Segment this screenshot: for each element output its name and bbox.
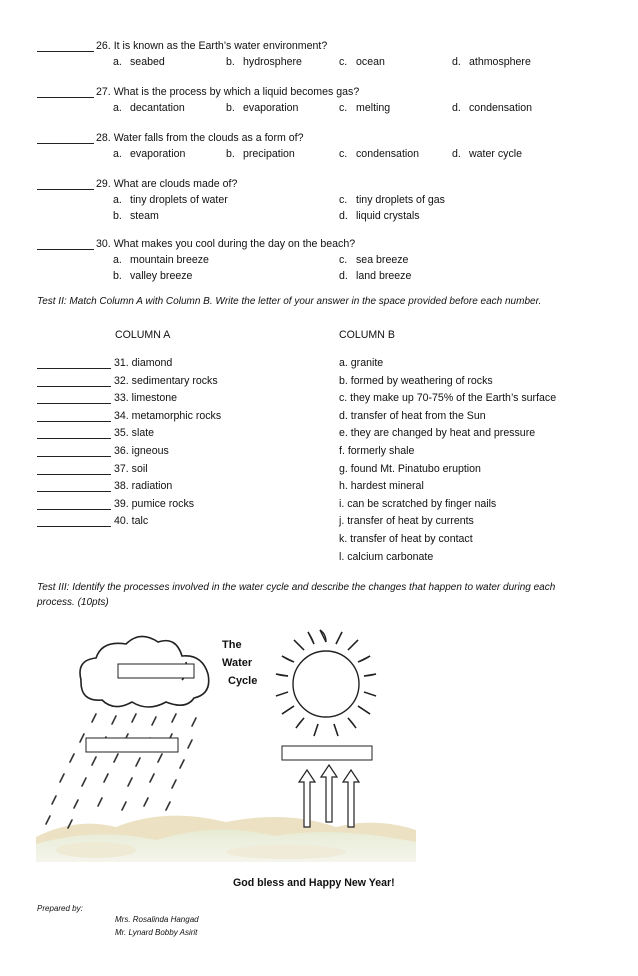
option-text: tiny droplets of water	[130, 194, 228, 206]
option-letter: b.	[113, 270, 122, 282]
option-text: evaporation	[243, 102, 299, 114]
landscape-background	[36, 816, 416, 862]
column-a-item: 32. sedimentary rocks	[114, 374, 218, 387]
option-letter: b.	[226, 102, 235, 114]
option-letter: d.	[452, 102, 461, 114]
match-answer-blank[interactable]	[37, 474, 111, 475]
question-number: 27.	[96, 86, 111, 98]
sun-icon	[276, 630, 376, 736]
column-b-item: c. they make up 70-75% of the Earth’s surface	[339, 392, 557, 405]
match-answer-blank[interactable]	[37, 456, 111, 457]
option-text: evaporation	[130, 148, 186, 160]
question-prompt: Water falls from the clouds as a form of?	[113, 132, 304, 144]
question-number: 28.	[96, 132, 111, 144]
question-text	[96, 132, 303, 144]
option-item	[339, 56, 385, 68]
match-answer-blank[interactable]	[37, 509, 111, 510]
diagram-title-line3: Cycle	[228, 675, 258, 687]
option-text: condensation	[356, 148, 420, 160]
column-b-item: h. hardest mineral	[339, 480, 424, 493]
question-prompt: It is known as the Earth’s water environment?	[113, 40, 328, 52]
option-item	[226, 102, 298, 114]
diagram-title-line2: Water	[222, 657, 253, 669]
column-a-item: 31. diamond	[114, 357, 173, 369]
option-item	[339, 148, 419, 160]
option-letter: a.	[113, 148, 122, 160]
option-item	[339, 270, 411, 282]
match-answer-blank[interactable]	[37, 421, 111, 422]
option-item	[113, 148, 185, 160]
option-letter: a.	[113, 194, 122, 206]
question-text	[96, 40, 327, 52]
match-answer-blank[interactable]	[37, 491, 111, 492]
option-item	[452, 56, 531, 68]
column-b-item: d. transfer of heat from the Sun	[339, 409, 486, 422]
option-letter: c.	[339, 56, 348, 68]
column-a-item: 37. soil	[114, 462, 148, 475]
prepared-by-label: Prepared by:	[37, 904, 83, 913]
option-item	[226, 56, 302, 68]
match-answer-blank[interactable]	[37, 403, 111, 404]
match-answer-blank[interactable]	[37, 368, 111, 369]
column-b-item: l. calcium carbonate	[339, 550, 434, 563]
option-item	[113, 254, 209, 266]
option-item	[339, 210, 420, 222]
option-text: mountain breeze	[130, 254, 209, 266]
option-letter: b.	[226, 56, 235, 68]
column-b-header: COLUMN B	[339, 329, 395, 341]
column-a-item: 35. slate	[114, 427, 155, 440]
column-a-item: 33. limestone	[114, 392, 178, 405]
option-item	[113, 210, 159, 222]
option-letter: c.	[339, 148, 348, 160]
option-text: hydrosphere	[243, 56, 302, 68]
rain-icon	[46, 714, 196, 828]
option-item	[113, 194, 228, 206]
option-letter: c.	[339, 254, 348, 266]
option-letter: a.	[113, 56, 122, 68]
option-text: sea breeze	[356, 254, 409, 266]
option-text: land breeze	[356, 270, 412, 282]
option-letter: d.	[452, 56, 461, 68]
option-letter: c.	[339, 102, 348, 114]
match-answer-blank[interactable]	[37, 438, 111, 439]
question-prompt: What is the process by which a liquid becomes gas?	[113, 86, 360, 98]
column-b-item: b. formed by weathering of rocks	[339, 374, 493, 387]
option-text: decantation	[130, 102, 185, 114]
column-a-item: 34. metamorphic rocks	[114, 409, 222, 422]
option-text: seabed	[130, 56, 165, 68]
question-number: 26.	[96, 40, 111, 52]
option-text: condensation	[469, 102, 533, 114]
closing-message: God bless and Happy New Year!	[233, 877, 395, 889]
option-item	[339, 254, 408, 266]
match-answer-blank[interactable]	[37, 526, 111, 527]
option-item	[452, 102, 532, 114]
option-item	[113, 56, 165, 68]
question-text	[96, 238, 355, 250]
option-text: ocean	[356, 56, 385, 68]
option-letter: a.	[113, 102, 122, 114]
option-item	[226, 148, 295, 160]
match-answer-blank[interactable]	[37, 386, 111, 387]
answer-blank[interactable]	[37, 189, 94, 190]
water-cycle-diagram	[36, 622, 416, 862]
option-item	[452, 148, 522, 160]
answer-blank[interactable]	[37, 249, 94, 250]
evaporation-answer-box	[282, 746, 372, 760]
option-letter: a.	[113, 254, 122, 266]
question-prompt: What makes you cool during the day on the beach?	[113, 238, 356, 250]
answer-blank[interactable]	[37, 143, 94, 144]
column-b-item: j. transfer of heat by currents	[339, 515, 474, 528]
option-letter: d.	[339, 270, 348, 282]
question-number: 30.	[96, 238, 111, 250]
option-letter: d.	[339, 210, 348, 222]
question-text	[96, 178, 237, 190]
column-b-item: g. found Mt. Pinatubo eruption	[339, 462, 481, 475]
preparer-2: Mr. Lynard Bobby Asirit	[115, 928, 198, 937]
column-b-item: a. granite	[339, 357, 384, 369]
option-letter: b.	[226, 148, 235, 160]
option-text: water cycle	[469, 148, 522, 160]
question-text	[96, 86, 359, 98]
column-b-item: e. they are changed by heat and pressure	[339, 427, 536, 440]
cloud-answer-box	[118, 664, 194, 678]
test3-instruction-line1: Test III: Identify the processes involved in the water cycle and describe the changes that happen to water during each	[37, 582, 556, 593]
option-item	[339, 194, 445, 206]
option-item	[339, 102, 390, 114]
option-letter: b.	[113, 210, 122, 222]
test2-instruction: Test II: Match Column A with Column B. Write the letter of your answer in the space provided before each number.	[37, 296, 542, 307]
option-letter: d.	[452, 148, 461, 160]
option-text: liquid crystals	[356, 210, 420, 222]
question-prompt: What are clouds made of?	[113, 178, 238, 190]
option-text: valley breeze	[130, 270, 193, 282]
rain-answer-box	[86, 738, 178, 752]
option-text: athmosphere	[469, 56, 531, 68]
column-b-item: i. can be scratched by finger nails	[339, 497, 497, 510]
test3-instruction-line2: process. (10pts)	[37, 597, 109, 608]
column-b-item: f. formerly shale	[339, 445, 415, 457]
question-number: 29.	[96, 178, 111, 190]
column-a-header: COLUMN A	[115, 329, 171, 341]
column-a-item: 38. radiation	[114, 480, 173, 493]
option-item	[113, 102, 185, 114]
column-b-item: k. transfer of heat by contact	[339, 533, 473, 545]
column-a-item: 39. pumice rocks	[114, 497, 195, 510]
diagram-title-line1: The	[222, 639, 242, 651]
preparer-1: Mrs. Rosalinda Hangad	[115, 915, 199, 924]
answer-blank[interactable]	[37, 97, 94, 98]
option-text: melting	[356, 102, 391, 114]
option-text: steam	[130, 210, 159, 222]
column-a-item: 40. talc	[114, 515, 149, 528]
answer-blank[interactable]	[37, 51, 94, 52]
evaporation-arrows-icon	[299, 765, 359, 827]
option-text: tiny droplets of gas	[356, 194, 445, 206]
option-text: precipation	[243, 148, 295, 160]
option-item	[113, 270, 192, 282]
column-a-item: 36. igneous	[114, 445, 169, 457]
option-letter: c.	[339, 194, 348, 206]
